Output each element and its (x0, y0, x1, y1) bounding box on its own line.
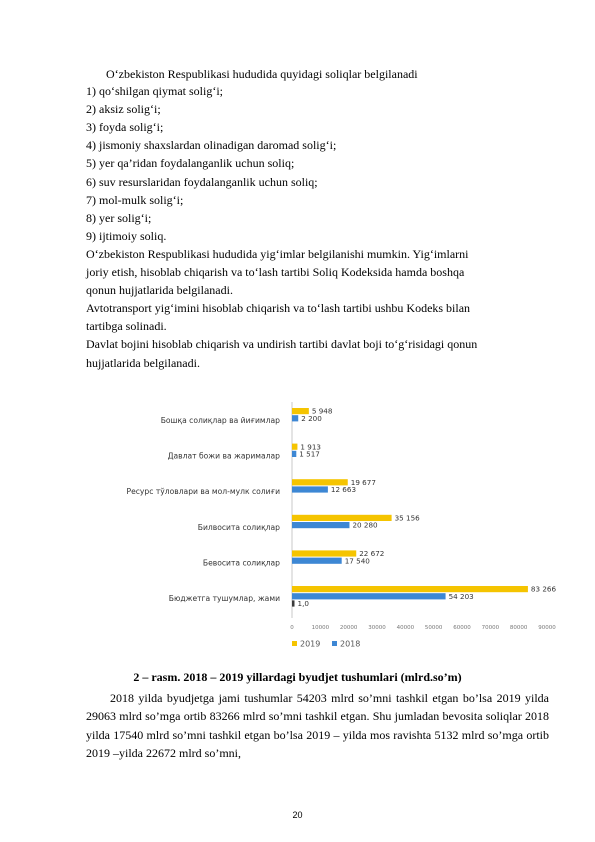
data-label: 20 280 (352, 520, 378, 530)
x-tick-label: 60000 (453, 625, 471, 631)
data-label: 5 948 (311, 406, 333, 416)
bar-2018 (292, 486, 328, 492)
text-line: Davlat bojini hisoblab chiqarish va undirish tartibi davlat boji to‘g‘risidagi qonun (86, 337, 478, 352)
list-item: 5) yer qa’ridan foydalanganlik uchun soliq; (86, 156, 295, 171)
data-label: 12 663 (330, 485, 357, 495)
bar-2018 (292, 522, 349, 528)
category-label: Бошқа солиқлар ва йиғимлар (160, 416, 280, 425)
data-label: 1 913 (300, 442, 321, 452)
list-item: 6) suv resurslaridan foydalanganlik uchun soliq; (86, 174, 318, 189)
page-number: 20 (292, 810, 303, 820)
x-tick-label: 30000 (368, 625, 386, 631)
bar-2018 (292, 593, 446, 599)
data-label: 2 200 (301, 413, 322, 423)
list-item: 9) ijtimoiy soliq. (86, 228, 167, 243)
list-item: 3) foyda solig‘i; (86, 120, 164, 135)
bar-2018 (292, 451, 296, 457)
bar-2019 (292, 444, 297, 450)
x-tick-label: 50000 (424, 625, 443, 631)
category-label: Бевосита солиқлар (202, 558, 280, 568)
text-line: qonun hujjatlarida belgilanadi. (86, 283, 233, 298)
list-item: 7) mol-mulk solig‘i; (86, 192, 184, 207)
body-paragraph: 2018 yilda byudjetga jami tushumlar 54203 mlrd so’mni tashkil etgan bo’lsa 2019 yilda 29063 mlrd so’mga ortib 83266 mlrd so’mni tashkil etgan. Shu jumladan bevosita soliqlar 2018 yilda 17540 mlrd so’mni tashkil etgan bo’lsa 2019 – yilda mos ravishta 5132 mlrd so’mga ortib 2019 –yilda 22672 mlrd so’mni, (86, 691, 549, 761)
data-label: 1 517 (299, 449, 320, 459)
bar-base (292, 600, 295, 606)
x-tick-label: 40000 (396, 625, 415, 631)
x-tick-label: 90000 (538, 625, 556, 631)
legend-label: 2019 (300, 639, 321, 649)
category-label: Ресурс тўловлари ва мол-мулк солиғи (126, 487, 280, 497)
text-line: tartibga solinadi. (86, 319, 167, 334)
legend-swatch (332, 641, 337, 646)
data-label: 19 677 (350, 477, 376, 487)
budget-chart (86, 396, 576, 656)
category-label: Давлат божи ва жарималар (167, 451, 280, 461)
x-tick-label: 70000 (481, 625, 500, 631)
text-line: hujjatlarida belgilanadi. (86, 355, 200, 370)
category-label: Билвосита солиқлар (197, 522, 280, 532)
data-label: 22 672 (359, 549, 385, 559)
data-label: 1,0 (297, 599, 309, 609)
list-item: 4) jismoniy shaxslardan olinadigan daromad solig‘i; (86, 138, 337, 153)
bar-2018 (292, 415, 298, 421)
category-label: Бюджетга тушумлар, жами (168, 594, 280, 603)
list-item: 2) aksiz solig‘i; (86, 102, 161, 117)
data-label: 35 156 (394, 513, 420, 523)
data-label: 54 203 (448, 591, 474, 601)
data-label: 83 266 (530, 584, 557, 594)
x-tick-label: 10000 (311, 625, 330, 631)
text-line: joriy etish, hisoblab chiqarish va to‘lash tartibi Soliq Kodeksida hamda boshqa (86, 265, 465, 279)
data-label: 17 540 (344, 556, 370, 566)
intro-heading: O‘zbekiston Respublikasi hududida quyidagi soliqlar belgilanadi (106, 67, 418, 81)
bar-2019 (292, 586, 528, 592)
legend-label: 2018 (340, 639, 361, 649)
list-item: 1) qo‘shilgan qiymat solig‘i; (86, 84, 223, 98)
list-item: 8) yer solig‘i; (86, 210, 152, 225)
x-tick-label: 80000 (509, 625, 528, 631)
legend-swatch (292, 641, 297, 646)
x-tick-label: 0 (290, 625, 294, 631)
bar-2018 (292, 558, 342, 564)
text-line: Avtotransport yig‘imini hisoblab chiqarish va to‘lash tartibi ushbu Kodeks bilan (86, 301, 471, 316)
figure-caption: 2 – rasm. 2018 – 2019 yillardagi byudjet tushumlari (mlrd.so’m) (133, 670, 462, 684)
text-line: O‘zbekiston Respublikasi hududida yig‘imlar belgilanishi mumkin. Yig‘imlarni (86, 246, 469, 261)
x-tick-label: 20000 (339, 625, 358, 631)
